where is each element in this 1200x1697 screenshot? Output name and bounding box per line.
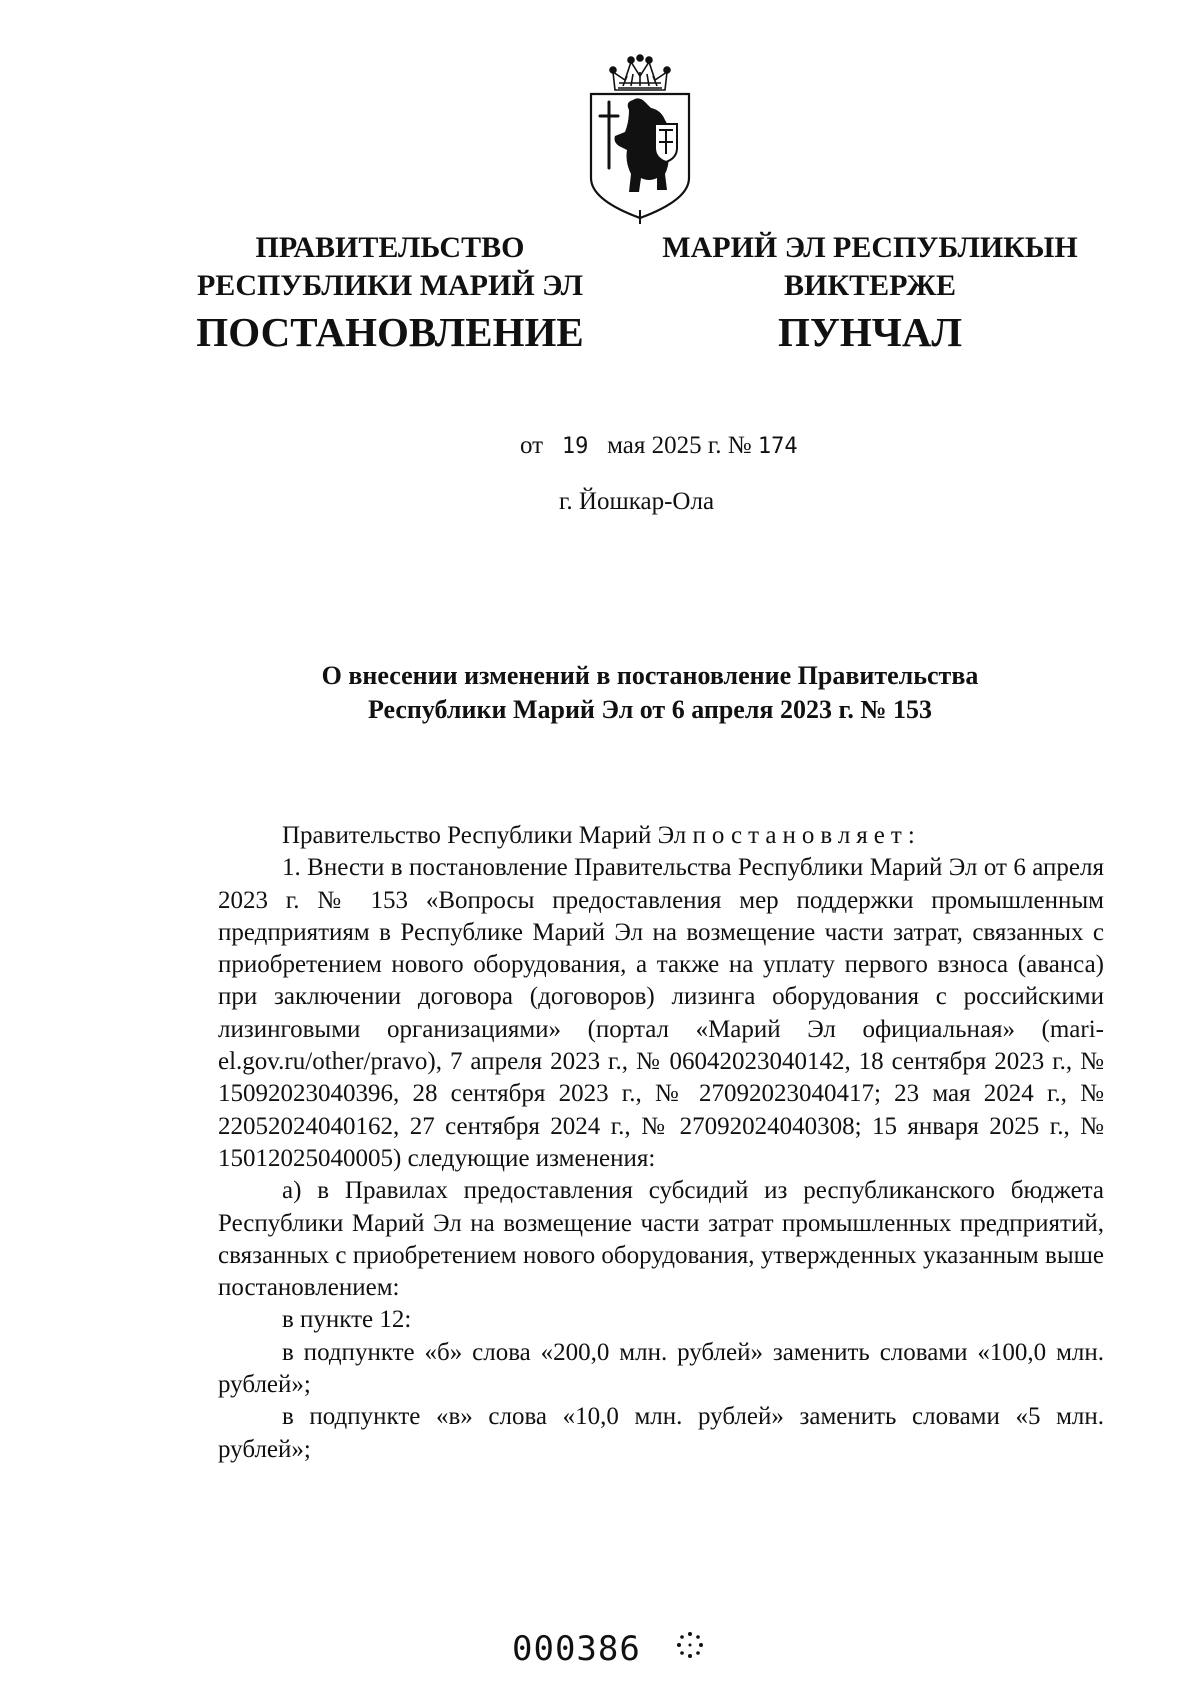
- title-line-2: Республики Марий Эл от 6 апреля 2023 г. № 153: [367, 695, 932, 724]
- header-left-org-line2: РЕСПУБЛИКИ МАРИЙ ЭЛ: [196, 269, 583, 302]
- paragraph-a: а) в Правилах предоставления субсидий из республиканского бюджета Республики Марий Эл на возмещение части затрат промышленных предприятий, связанных с приобретением нового оборудования, утвержденных указанным выше постановлением:: [218, 1177, 1104, 1302]
- paragraph-1: 1. Внести в постановление Правительства Республики Марий Эл от 6 апреля 2023 г. № 153 «Вопросы предоставления мер поддержки промышленным предприятиям в Республике Марий Эл на возмещение части затрат, связанных с приобретением нового оборудования, а также на уплату первого взноса (аванса) при заключении договора (договоров) лизинга оборудования с российскими лизинговыми организациями» (портал «Марий Эл официальная» (mari-el.gov.ru/other/pravo), 7 апреля 2023 г., № 06042023040142, 18 сентября 2023 г., № 15092023040396, 28 сентября 2023 г., № 27092023040417; 23 мая 2024 г., № 22052024040162, 27 сентября 2024 г., № 27092024040308; 15 января 2025 г., № 15012025040005) следующие изменения:: [218, 854, 1104, 1172]
- coat-of-arms-icon: [585, 50, 695, 224]
- document-body: [218, 820, 1104, 1466]
- document-title: [200, 659, 1100, 727]
- intro-action: постановляет:: [692, 822, 921, 849]
- decree-number: 174: [757, 434, 798, 459]
- header-right-org-line2: ВИКТЕРЖЕ: [783, 269, 957, 302]
- date-day: 19: [561, 434, 589, 459]
- date-prefix: от: [520, 432, 544, 459]
- date-month-year: мая 2025 г. №: [607, 432, 752, 459]
- header-right-org-line1: МАРИЙ ЭЛ РЕСПУБЛИКЫН: [662, 231, 1078, 264]
- serial-number: 000386: [512, 1629, 641, 1669]
- intro-paragraph: [218, 820, 1104, 852]
- paragraph-subpoint-v: в подпункте «в» слова «10,0 млн. рублей» заменить словами «5 млн. рублей»;: [218, 1403, 1104, 1463]
- header-left-doc-type: ПОСТАНОВЛЕНИЕ: [196, 309, 584, 355]
- date-line: [520, 432, 798, 460]
- title-line-1: О внесении изменений в постановление Правительства: [321, 661, 979, 690]
- intro-text: Правительство Республики Марий Эл: [282, 822, 693, 849]
- header-left-org-line1: ПРАВИТЕЛЬСТВО: [255, 231, 525, 264]
- header-right-doc-type: ПУНЧАЛ: [777, 309, 963, 355]
- paragraph-point-12: в пункте 12:: [282, 1306, 412, 1334]
- asterisk-mark-icon: [676, 1631, 704, 1659]
- place-line: г. Йошкар-Ола: [559, 488, 715, 515]
- paragraph-subpoint-b: в подпункте «б» слова «200,0 млн. рублей» заменить словами «100,0 млн. рублей»;: [218, 1338, 1104, 1399]
